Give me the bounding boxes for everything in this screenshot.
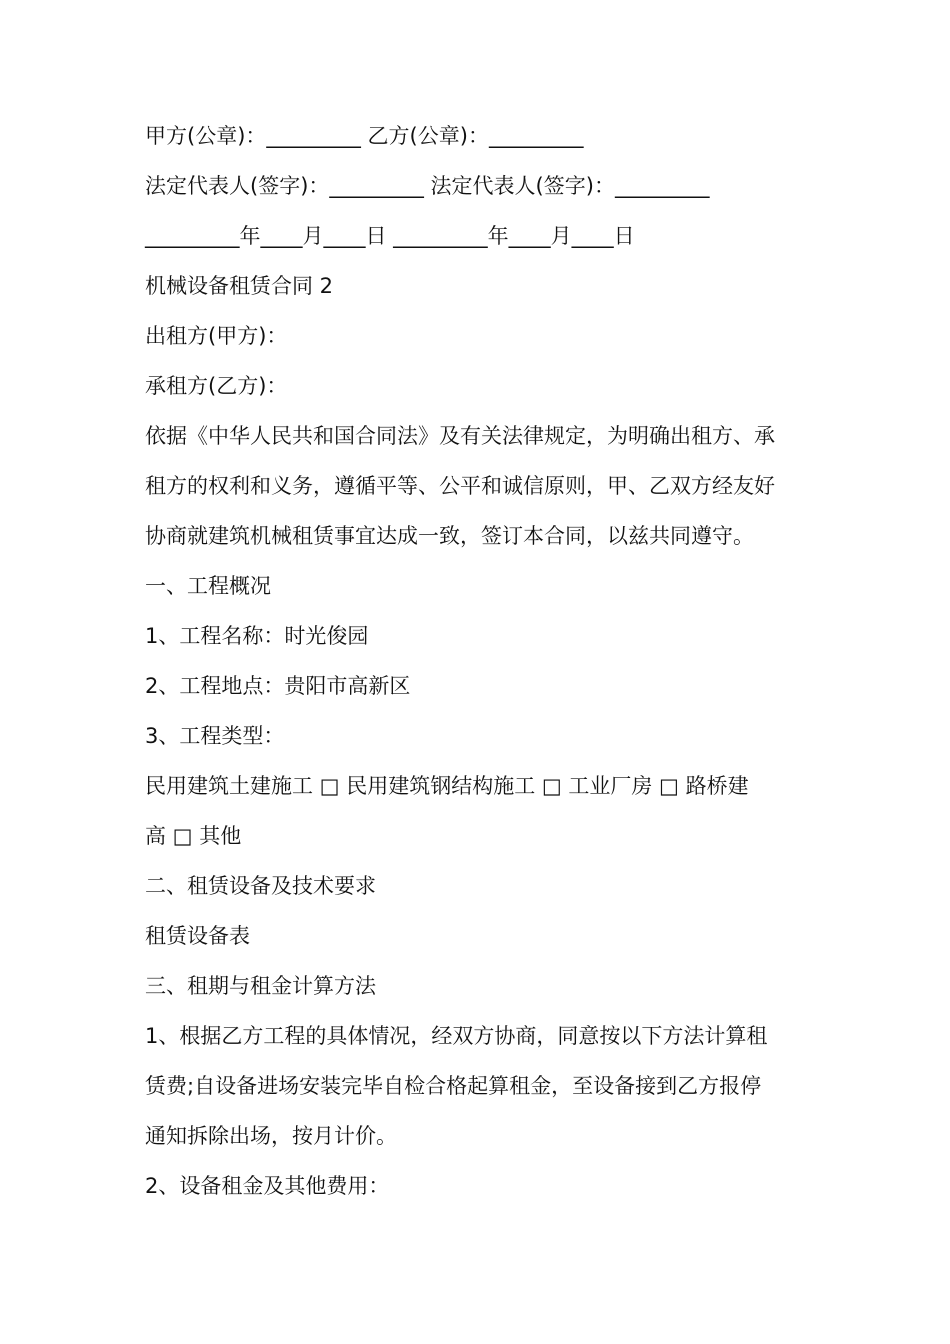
rent-fees-line: 2、设备租金及其他费用： [145,1174,390,1198]
project-type-line: 3、工程类型： [145,724,285,748]
legal-rep-signature-line: 法定代表人(签字)：_________ 法定代表人(签字)：_________ [145,174,710,198]
date-line: _________年____月____日 _________年____月____日 [145,224,635,248]
lessee-line: 承租方(乙方)： [145,374,288,398]
preamble-line-2: 租方的权利和义务，遵循平等、公平和诚信原则，甲、乙双方经友好 [145,474,775,498]
equipment-table-label: 租赁设备表 [145,924,250,948]
contract-title: 机械设备租赁合同 2 [145,274,334,298]
preamble-line-3: 协商就建筑机械租赁事宜达成一致，签订本合同，以兹共同遵守。 [145,524,754,548]
section-heading-1: 一、工程概况 [145,574,271,598]
section-heading-3: 三、租期与租金计算方法 [145,974,376,998]
project-type-options-line-2: 高 □ 其他 [145,824,242,848]
rent-method-line-3: 通知拆除出场，按月计价。 [145,1124,397,1148]
project-location-line: 2、工程地点：贵阳市高新区 [145,674,411,698]
project-type-options-line-1: 民用建筑土建施工 □ 民用建筑钢结构施工 □ 工业厂房 □ 路桥建 [145,774,749,798]
preamble-line-1: 依据《中华人民共和国合同法》及有关法律规定，为明确出租方、承 [145,424,775,448]
rent-method-line-1: 1、根据乙方工程的具体情况，经双方协商，同意按以下方法计算租 [145,1024,768,1048]
party-seal-line: 甲方(公章)：_________ 乙方(公章)：_________ [145,124,584,148]
project-name-line: 1、工程名称：时光俊园 [145,624,369,648]
lessor-line: 出租方(甲方)： [145,324,288,348]
section-heading-2: 二、租赁设备及技术要求 [145,874,376,898]
rent-method-line-2: 赁费;自设备进场安装完毕自检合格起算租金，至设备接到乙方报停 [145,1074,762,1098]
